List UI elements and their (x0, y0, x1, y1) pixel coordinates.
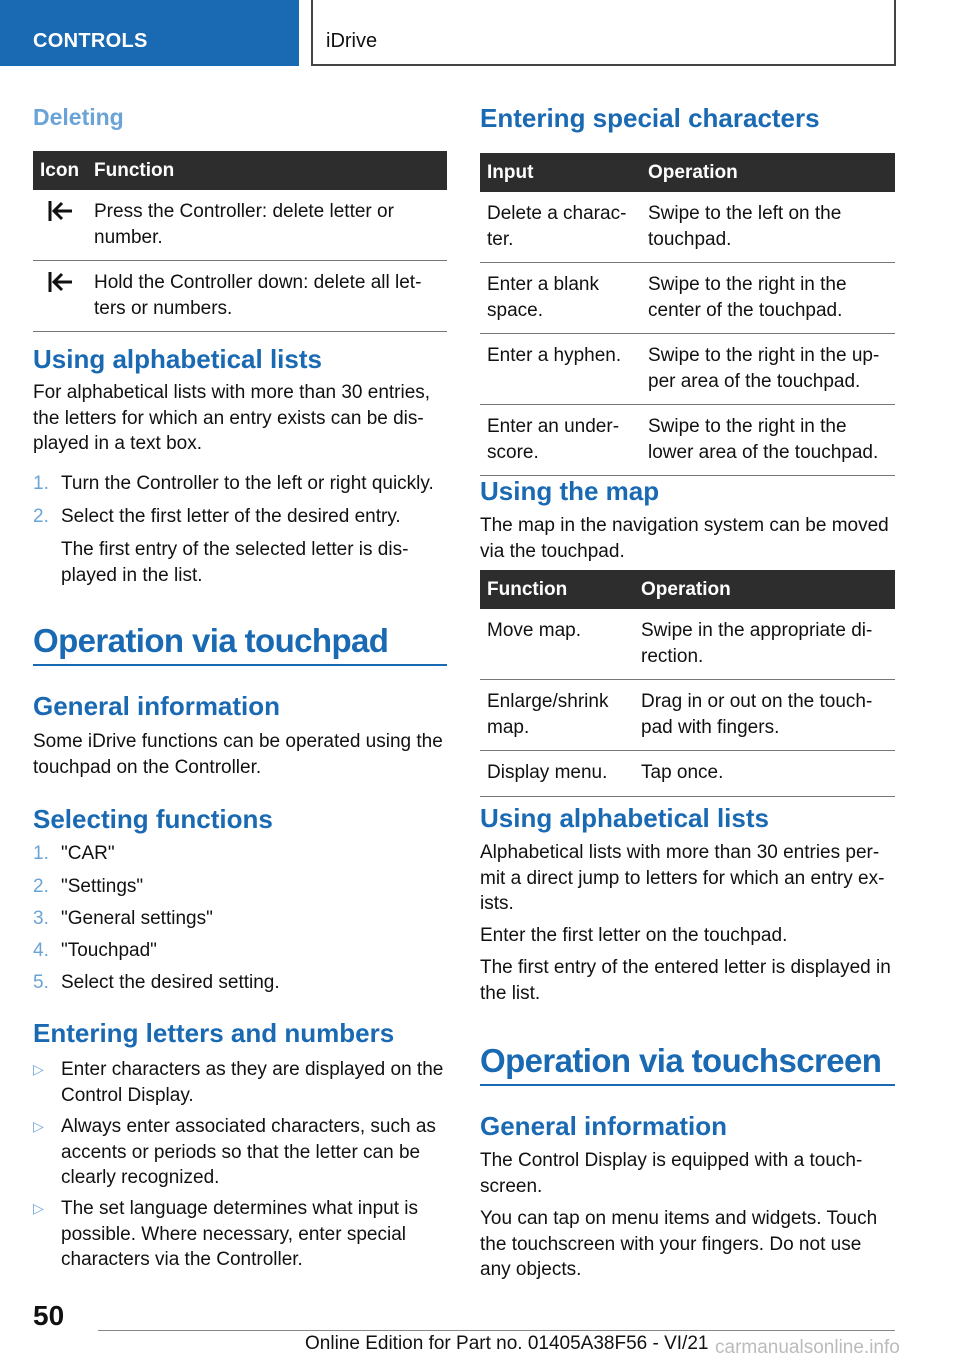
heading-rule (33, 664, 447, 666)
touchpad-heading: Operation via touchpad (33, 622, 389, 659)
list-item: ▷ Enter characters as they are displayed on the Control Display. (33, 1059, 444, 1106)
touchscreen-heading: Operation via touchscreen (480, 1042, 882, 1079)
edition-text: Online Edition for Part no. 01405A38F56 - VI/21 (305, 1333, 709, 1354)
table-row (480, 334, 895, 405)
table-cell: Enter a hyphen. (480, 334, 641, 405)
general-info-text: Some iDrive functions can be operated using the touchpad on the Controller. (33, 731, 443, 778)
table-header: Input (480, 153, 641, 192)
table-cell: Swipe to the right in the center of the touchpad. (641, 263, 895, 334)
list-item: ▷ Always enter associated characters, such as accents or periods so that the letter can be clearly recognized. (33, 1116, 436, 1188)
table-cell: Swipe to the right in the lower area of the touchpad. (641, 405, 895, 476)
table-cell: Delete a charac-ter. (480, 192, 641, 263)
triangle-bullet-icon: ▷ (33, 1118, 44, 1134)
list-item: 2. Select the first letter of the desired entry. (33, 506, 401, 527)
alpha-lists-text: For alphabetical lists with more than 30 entries, the letters for which an entry exists can be dis-played in a text box. (33, 382, 431, 454)
table-row (480, 609, 895, 680)
section-title: CONTROLS (33, 30, 148, 52)
table-cell: Press the Controller: delete letter or number. (87, 190, 447, 261)
table-header: Operation (634, 570, 895, 609)
table-row (33, 190, 447, 261)
general-info-text-3: You can tap on menu items and widgets. Touch the touchscreen with your fingers. Do not use any objects. (480, 1208, 878, 1280)
chapter-tab (311, 0, 896, 66)
table-cell: Enter a blank space. (480, 263, 641, 334)
entering-letters-heading: Entering letters and numbers (33, 1018, 395, 1048)
page-number: 50 (33, 1300, 65, 1331)
triangle-bullet-icon: ▷ (33, 1200, 44, 1216)
return-arrow-icon (46, 199, 74, 223)
chapter-title: iDrive (326, 30, 378, 52)
alpha-lists-heading-2: Using alphabetical lists (480, 803, 769, 833)
selecting-functions-heading: Selecting functions (33, 804, 273, 834)
special-characters-table (480, 153, 895, 476)
table-cell: Drag in or out on the touch-pad with fingers. (634, 680, 895, 751)
table-cell: Swipe to the right in the up-per area of the touchpad. (641, 334, 895, 405)
using-map-heading: Using the map (480, 476, 660, 506)
table-row (480, 751, 895, 797)
deleting-table (33, 151, 447, 332)
list-item: 4. "Touchpad" (33, 940, 157, 961)
table-header: Operation (641, 153, 895, 192)
table-header: Function (87, 151, 447, 190)
deleting-heading: Deleting (33, 104, 124, 130)
list-item: 1. Turn the Controller to the left or right quickly. (33, 473, 434, 494)
alpha-lists-heading: Using alphabetical lists (33, 344, 322, 374)
alpha-note: The first entry of the selected letter is dis-played in the list. (61, 539, 409, 586)
table-cell: Enter an under-score. (480, 405, 641, 476)
table-cell: Tap once. (634, 751, 895, 797)
table-row (480, 680, 895, 751)
list-item: 3. "General settings" (33, 908, 213, 929)
table-row (480, 405, 895, 476)
list-item: ▷ The set language determines what input is possible. Where necessary, enter special characters via the Controller. (33, 1198, 418, 1270)
table-cell: Enlarge/shrink map. (480, 680, 634, 751)
general-info-heading: General information (33, 691, 281, 721)
table-row (33, 261, 447, 332)
table-row (480, 263, 895, 334)
list-item: 2. "Settings" (33, 876, 144, 897)
watermark: carmanualsonline.info (715, 1337, 900, 1358)
list-item: 1. "CAR" (33, 843, 115, 864)
table-cell: Display menu. (480, 751, 634, 797)
map-table (480, 570, 895, 797)
alpha-lists-text-4: The first entry of the entered letter is displayed in the list. (480, 957, 891, 1004)
table-cell: Swipe to the left on the touchpad. (641, 192, 895, 263)
general-info-text-2: The Control Display is equipped with a touch-screen. (480, 1150, 863, 1197)
table-header: Icon (33, 151, 87, 190)
alpha-lists-text-2: Alphabetical lists with more than 30 entries per-mit a direct jump to letters for which an entry ex-ists. (480, 842, 885, 914)
alpha-lists-text-3: Enter the first letter on the touchpad. (480, 925, 788, 946)
section-tab (0, 0, 299, 66)
table-cell: Swipe in the appropriate di-rection. (634, 609, 895, 680)
table-row (480, 192, 895, 263)
footer-rule (98, 1330, 895, 1331)
list-item: 5. Select the desired setting. (33, 972, 280, 993)
using-map-text: The map in the navigation system can be moved via the touchpad. (480, 515, 889, 562)
heading-rule (480, 1084, 895, 1086)
table-cell: Move map. (480, 609, 634, 680)
table-cell: Hold the Controller down: delete all let-ters or numbers. (87, 261, 447, 332)
table-header: Function (480, 570, 634, 609)
triangle-bullet-icon: ▷ (33, 1061, 44, 1077)
general-info-heading-2: General information (480, 1111, 728, 1141)
return-arrow-icon (46, 270, 74, 294)
special-characters-heading: Entering special characters (480, 103, 820, 133)
